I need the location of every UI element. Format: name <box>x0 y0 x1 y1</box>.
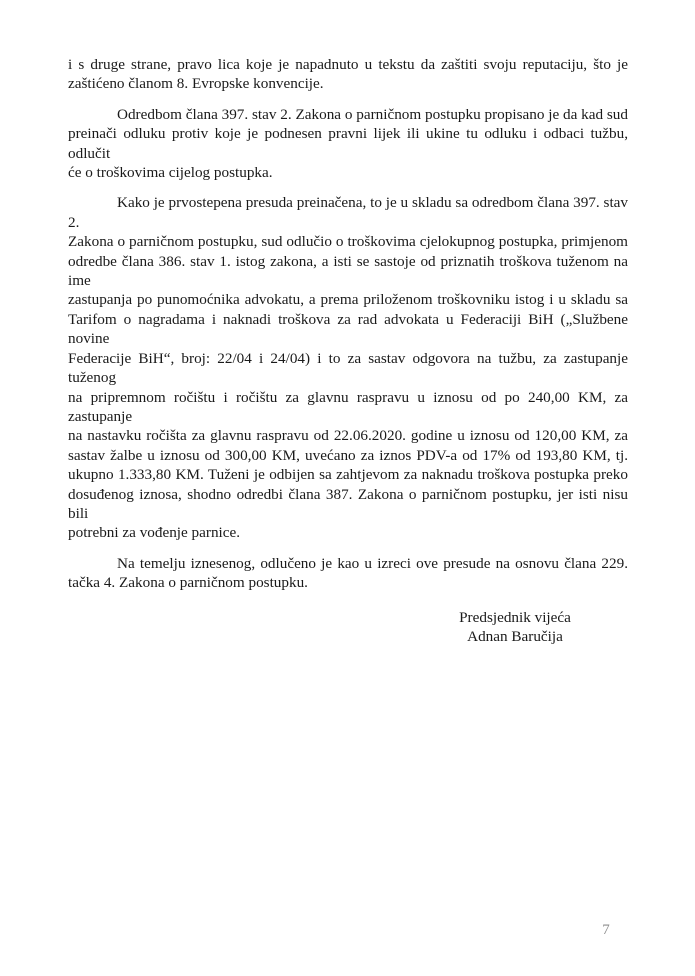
text-line: će o troškovima cijelog postupka. <box>68 164 273 182</box>
text-line: dosuđenog iznosa, shodno odredbi člana 387. Zakona o parničnom postupku, jer isti nisu bili <box>68 485 628 522</box>
text-line: zaštićeno članom 8. Evropske konvencije. <box>68 75 324 93</box>
text-line: tačka 4. Zakona o parničnom postupku. <box>68 574 308 592</box>
paragraph <box>68 193 628 542</box>
text-line: sastav žalbe u iznosu od 300,00 KM, uvećano za iznos PDV-a od 17% od 193,80 KM, tj. <box>68 446 628 464</box>
document-body <box>68 55 628 646</box>
text-line: na nastavku ročišta za glavnu raspravu od 22.06.2020. godine u iznosu od 120,00 KM, za <box>68 427 628 445</box>
signature-block <box>415 608 615 647</box>
paragraph <box>68 554 628 593</box>
paragraph <box>68 55 628 94</box>
paragraph <box>68 105 628 183</box>
text-line: zastupanja po punomoćnika advokatu, a prema priloženom troškovniku istog i u skladu sa <box>68 291 628 309</box>
signature-name: Adnan Baručija <box>467 627 563 645</box>
text-line: ukupno 1.333,80 KM. Tuženi je odbijen sa zahtjevom za naknadu troškova postupka preko <box>68 466 628 484</box>
page-number: 7 <box>602 922 610 938</box>
text-line: preinači odluku protiv koje je podnesen pravni lijek ili ukine tu odluku i odbaci tužbu, odlučit <box>68 125 628 162</box>
text-line: Federacije BiH“, broj: 22/04 i 24/04) i to za sastav odgovora na tužbu, za zastupanje tuženog <box>68 349 628 387</box>
text-line: odredbe člana 386. stav 1. istog zakona, a isti se sastoje od priznatih troškova tuženom na ime <box>68 252 628 290</box>
text-line: Tarifom o nagradama i naknadi troškova za rad advokata u Federaciji BiH („Službene novine <box>68 310 628 348</box>
text-line: Odredbom člana 397. stav 2. Zakona o parničnom postupku propisano je da kad sud <box>117 105 628 123</box>
text-line: Kako je prvostepena presuda preinačena, to je u skladu sa odredbom člana 397. stav 2. <box>68 194 628 231</box>
signature-title: Predsjednik vijeća <box>459 608 571 626</box>
text-line: i s druge strane, pravo lica koje je napadnuto u tekstu da zaštiti svoju reputaciju, što je <box>68 56 628 73</box>
text-line: Na temelju iznesenog, odlučeno je kao u izreci ove presude na osnovu člana 229. <box>117 554 628 572</box>
text-line: Zakona o parničnom postupku, sud odlučio o troškovima cjelokupnog postupka, primjenom <box>68 233 628 251</box>
text-line: potrebni za vođenje parnice. <box>68 524 241 542</box>
text-line: na pripremnom ročištu i ročištu za glavnu raspravu u iznosu od po 240,00 KM, za zastupanje <box>68 388 628 425</box>
